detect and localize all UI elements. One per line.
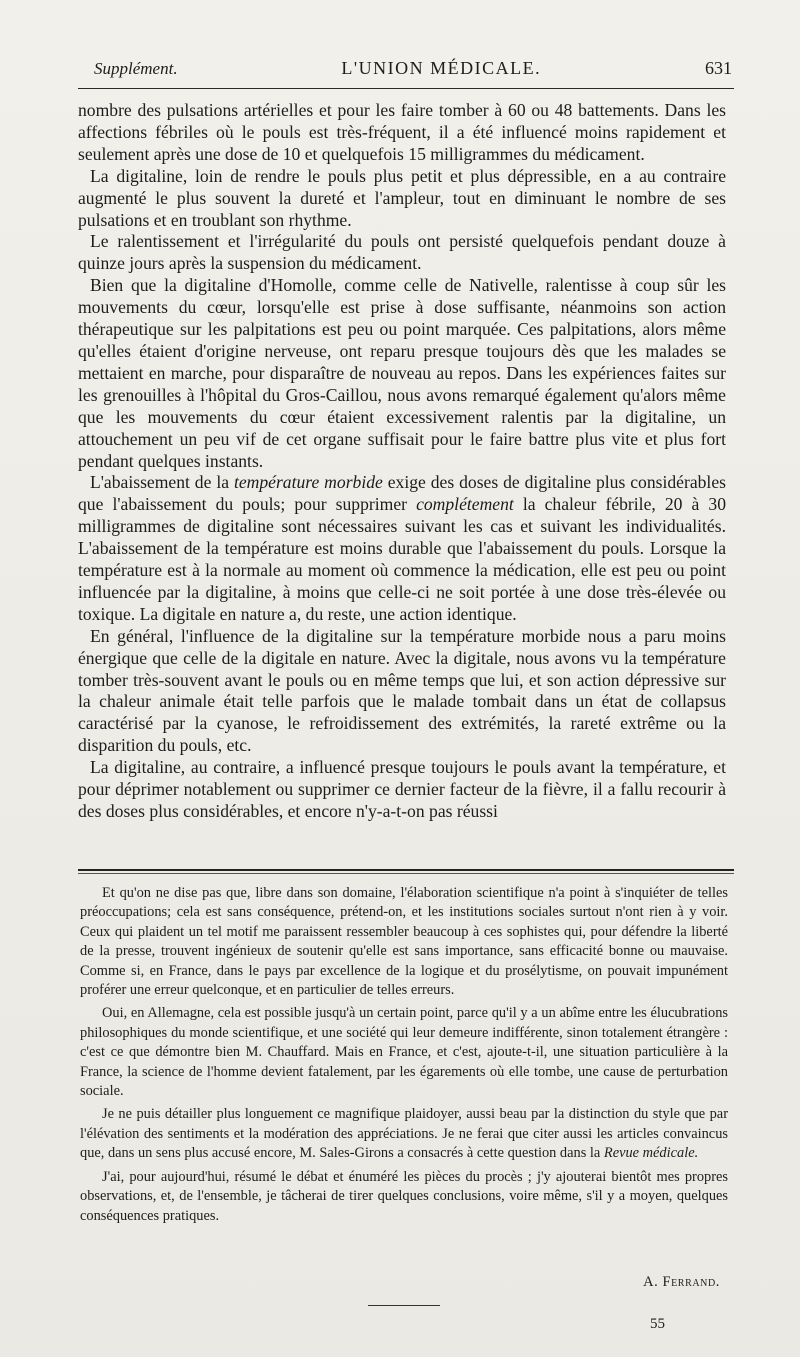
signature-folio: 55 [650,1316,665,1332]
signature [643,1274,720,1291]
footnote-separator [78,869,734,874]
paragraph-1: nombre des pulsations artérielles et pour les faire tomber à 60 ou 48 battements. Dans les affections fébriles où le pouls est très-fréquent, il a été influencé moins rapidement et seulement après une dose de 10 et quelquefois 15 milligrammes du médicament. [78,100,726,164]
p5-text-c: la chaleur fébrile, 20 à 30 milligrammes de digitaline sont nécessaires suivant les cas et suivant les individualités. L'abaissement de la température est moins durable que l'abaissement du pouls. Lorsque la température est à la normale au moment où commence la médication, elle est peu ou point influencée par la digitaline, à moins que celle-ci ne soit portée à une dose très-élevée ou toxique. La digitale en nature a, du reste, une action identique. [78,494,726,624]
paragraph-4: Bien que la digitaline d'Homolle, comme celle de Nativelle, ralentisse à coup sûr les mouvements du cœur, lorsqu'elle est prise à dose suffisante, néanmoins son action thérapeutique sur les palpitations est peu ou point marquée. Ces palpitations, alors même qu'elles étaient d'origine nerveuse, ont reparu presque toujours dès que les malades se mettaient en marche, pour disparaître de nouveau au repos. Dans les expériences faites sur les grenouilles à l'hôpital du Gros-Caillou, nous avons remarqué également qu'alors même que les mouvements du cœur étaient excessivement ralentis par la digitaline, un attouchement un peu vif de cet organe suffisait pour le faire battre plus vite et plus fort pendant quelques instants. [78,275,726,471]
paragraph-6: En général, l'influence de la digitaline sur la température morbide nous a paru moins énergique que celle de la digitale en nature. Avec la digitale, nous avons vu la température tomber très-souvent avant le pouls ou en même temps que lui, et son action dépressive sur la chaleur animale était telle parfois que le malade tombait dans un état de collapsus caractérisé par la cyanose, le refroidissement des extrémités, la rareté extrême ou la disparition du pouls, etc. [78,625,726,756]
paragraph-7: La digitaline, au contraire, a influencé presque toujours le pouls avant la température, et pour déprimer notablement ou supprimer ce dernier facteur de la fièvre, il a fallu recourir à des doses plus considérables, et encore n'y-a-t-on pas réussi [78,757,726,821]
closing-rule [368,1305,440,1306]
note-paragraph-2: Oui, en Allemagne, cela est possible jusqu'à un certain point, parce qu'il y a un abîme entre les élucubrations philosophiques du monde scientifique, et une société qui leur demeure indifférente, sinon totalement étrangère : c'est ce que démontre bien M. Chauffard. Mais en France, et c'est, ajoute-t-il, une situation particulière à la France, la science de l'homme devient fatalement, par les égarements où elle tombe, une cause de perturbation sociale. [80,1005,728,1100]
p5-text-b: exige des doses de digitaline plus considérables que l'abaissement du pouls; pour supprimer [78,472,726,515]
running-header [94,58,732,86]
note-paragraph-1: Et qu'on ne dise pas que, libre dans son domaine, l'élaboration scientifique n'a point à s'inquiéter de telles préoccupations; cela est sans conséquence, prétend-on, et les institutions sociales surtout n'ont rien à y voir. Ceux qui plaident un tel motif me paraissent ressembler beaucoup à ces sophistes qui, pour défendre la liberté de la presse, trouvent ingénieux de soutenir qu'elle est sans importance, sans efficacité bonne ou mauvaise. Comme si, en France, dans le pays par excellence de la logique et du prosélytisme, on pouvait impunément proférer une erreur quelconque, et en particulier de telles erreurs. [80,885,728,999]
paragraph-2: La digitaline, loin de rendre le pouls plus petit et plus dépressible, en a au contraire augmenté le plus souvent la dureté et l'ampleur, tout en diminuant le nombre de ses pulsations et en troublant son rhythme. [78,165,726,230]
header-rule [78,88,734,89]
note-paragraph-3 [80,1105,728,1163]
note-paragraph-4: J'ai, pour aujourd'hui, résumé le débat et énuméré les pièces du procès ; j'y ajouterai bientôt mes propres observations, et, de l'ensemble, je tâcherai de tirer quelques conclusions, voire même, s'il y a moyen, quelques conséquences pratiques. [80,1168,728,1224]
note-3-emphasis: Revue médicale. [603,1145,699,1162]
signature-name: Ferrand. [662,1274,720,1290]
journal-title: L'UNION MÉDICALE. [341,58,542,78]
page-number: 631 [704,58,732,78]
main-text [78,100,726,823]
signature-initial: A. [643,1274,659,1290]
p5-text-a: L'abaissement de la [90,472,234,493]
feuilleton-text [80,884,728,1230]
paragraph-5 [78,472,726,625]
p5-emphasis-2: complétement [416,494,514,515]
note-3-text: Je ne puis détailler plus longuement ce magnifique plaidoyer, aussi beau par la distinction du style que par l'élévation des sentiments et la modération des appréciations. Je ne ferai que citer aussi les articles convaincus que, dans un sens plus accusé encore, M. Sales-Girons a consacrés à cette question dans la [80,1106,728,1162]
section-label: Supplément. [94,59,178,78]
p5-emphasis-1: température morbide [233,472,383,493]
paragraph-3: Le ralentissement et l'irrégularité du pouls ont persisté quelquefois pendant douze à quinze jours après la suspension du médicament. [78,231,726,274]
